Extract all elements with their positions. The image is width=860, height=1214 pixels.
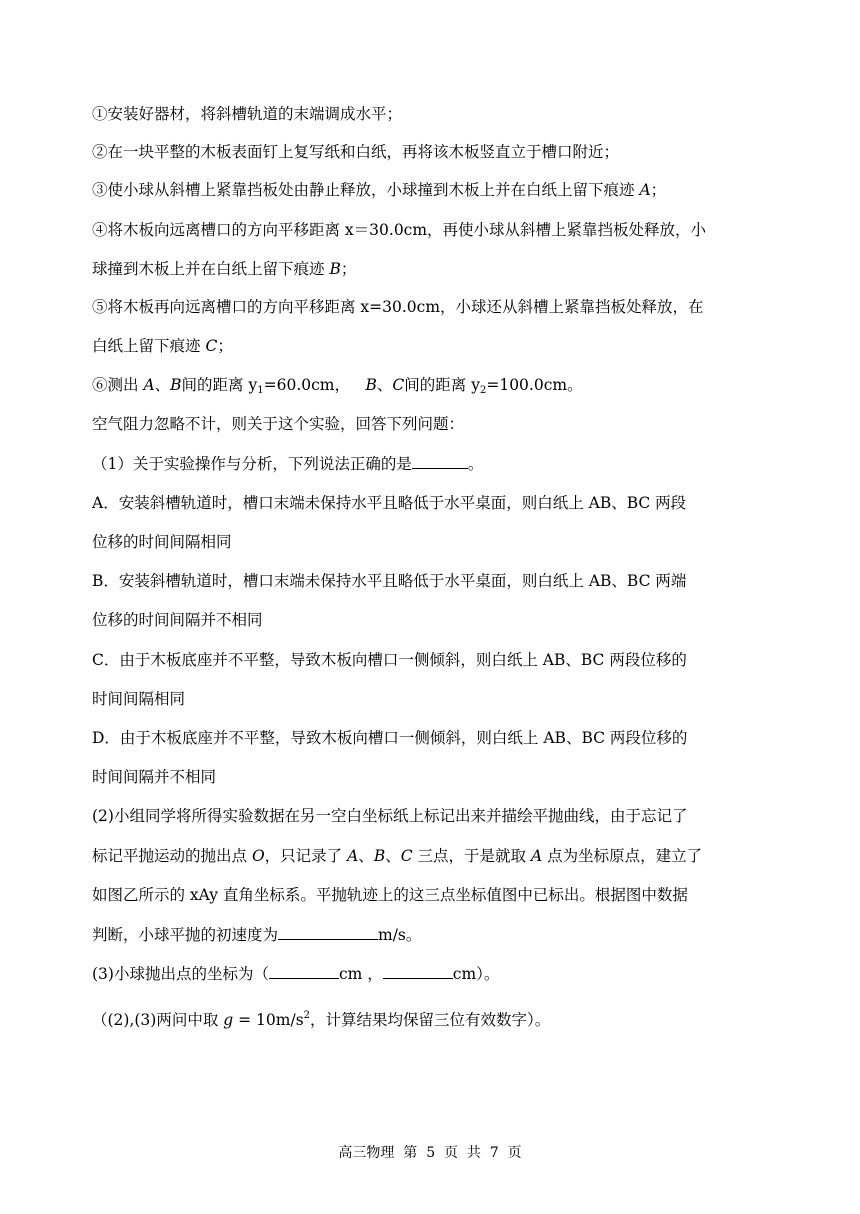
step-3: ③使小球从斜槽上紧靠挡板处由静止释放，小球撞到木板上并在白纸上留下痕迹 A； xyxy=(92,181,667,199)
step-6: ⑥测出 A、B间的距离 $y_1=60.0cm$， B、C间的距离 $y_2=100.0cm$。 xyxy=(92,376,583,396)
q1-option-d: D．由于木板底座并不平整，导致木板向槽口一侧倾斜，则白纸上 AB、BC 两段位移的 xyxy=(92,729,688,747)
q1-option-b-cont: 位移的时间间隔并不相同 xyxy=(92,611,263,629)
step-1: ①安装好器材，将斜槽轨道的末端调成水平； xyxy=(92,105,403,123)
q1-option-a: A．安装斜槽轨道时，槽口末端未保持水平且略低于水平桌面，则白纸上 AB、BC 两段 xyxy=(92,494,687,512)
q3-answer-blank-y xyxy=(383,963,453,979)
q1-option-c: C．由于木板底座并不平整，导致木板向槽口一侧倾斜，则白纸上 AB、BC 两段位移的 xyxy=(92,651,687,669)
q1-option-a-cont: 位移的时间间隔相同 xyxy=(92,533,232,551)
q3-answer-blank-x xyxy=(269,963,339,979)
step-5-line-1: ⑤将木板再向远离槽口的方向平移距离 x=30.0cm，小球还从斜槽上紧靠挡板处释放，在 xyxy=(92,298,704,316)
step-4-line-1: ④将木板向远离槽口的方向平移距离 x＝30.0cm，再使小球从斜槽上紧靠挡板处释放，小 xyxy=(92,221,707,239)
note-line: （(2),(3)两问中取 $g = 10m/s^2$，计算结果均保留三位有效数字）。 xyxy=(92,1010,551,1029)
step-5-line-2: 白纸上留下痕迹 C； xyxy=(92,337,233,355)
q2-line-3: 如图乙所示的 xAy 直角坐标系。平抛轨迹上的这三点坐标值图中已标出。根据图中数据 xyxy=(92,886,688,904)
q2-line-1: (2)小组同学将所得实验数据在另一空白坐标纸上标记出来并描绘平抛曲线，由于忘记了 xyxy=(92,807,688,825)
q1-option-d-cont: 时间间隔并不相同 xyxy=(92,768,217,786)
q1-answer-blank xyxy=(412,453,468,469)
page-footer: 高三物理 第 5 页 共 7 页 xyxy=(338,1145,522,1161)
q3-line: (3)小球抛出点的坐标为（ cm ， cm）。 xyxy=(92,965,500,983)
q2-line-4: 判断，小球平抛的初速度为 m/s。 xyxy=(92,926,422,944)
q2-line-2: 标记平抛运动的抛出点 O，只记录了 A、B、C 三点，于是就取 A 点为坐标原点，建立了 xyxy=(92,847,703,865)
q1-option-c-cont: 时间间隔相同 xyxy=(92,690,186,708)
intro-text: 空气阻力忽略不计，则关于这个实验，回答下列问题： xyxy=(92,415,465,433)
step-4-line-2: 球撞到木板上并在白纸上留下痕迹 B； xyxy=(92,260,357,278)
step-2: ②在一块平整的木板表面钉上复写纸和白纸，再将该木板竖直立于槽口附近； xyxy=(92,143,620,161)
q1-stem: （1）关于实验操作与分析，下列说法正确的是 。 xyxy=(92,455,484,473)
q1-option-b: B．安装斜槽轨道时，槽口末端未保持水平且略低于水平桌面，则白纸上 AB、BC 两端 xyxy=(92,572,687,590)
q2-answer-blank xyxy=(278,924,378,940)
